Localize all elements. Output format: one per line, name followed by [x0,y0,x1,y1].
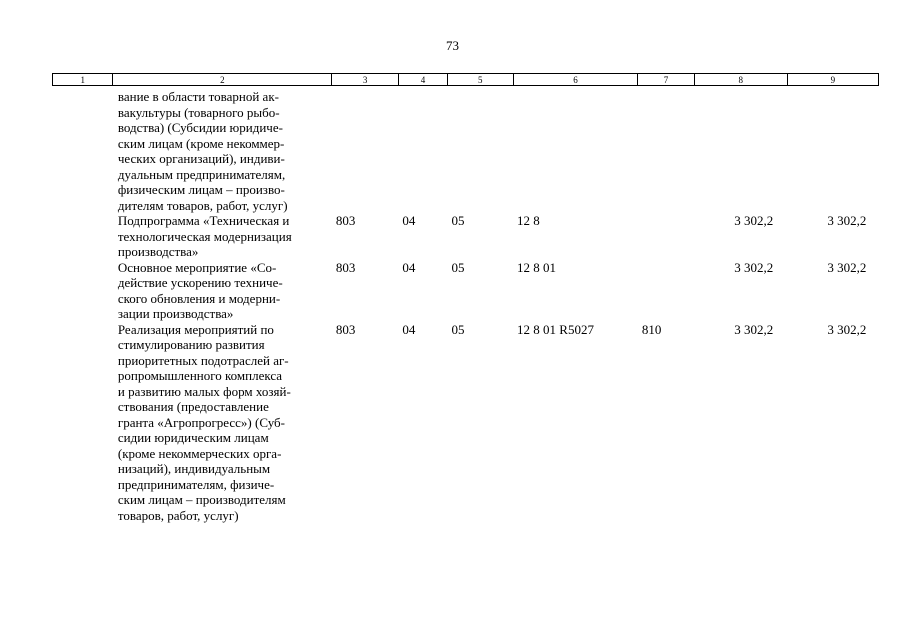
row-col1 [53,86,113,214]
row-grbs: 803 [335,321,356,337]
page-number: 73 [446,38,459,53]
row-vr [638,86,694,214]
row-vr [638,260,694,322]
row-vr: 810 [641,321,662,337]
row-sum1: 3 302,2 [734,321,774,337]
row-sum2: 3 302,2 [827,259,867,275]
column-number-9: 9 [787,74,878,86]
table-row [53,86,879,214]
row-sum2 [787,86,878,214]
table-row [53,322,879,524]
budget-table [52,73,879,523]
row-name: Реализация мероприятий по стимулированию развития приоритетных подотраслей аг- ропромышленного комплекса и развитию малых форм хозяй- ствования (предоставление гранта «Агропрогресс») (Суб- сидии юридическим лицам (кроме некоммерческих орга- низаций), индивидуальным предпринимателям, физиче- ским лицам – производителям товаров, работ, услуг) [117,321,291,523]
row-grbs: 803 [335,213,356,228]
row-rz: 04 [402,213,416,228]
row-name: Подпрограмма «Техническая и технологическая модернизация производства» [117,213,292,259]
table-row [53,260,879,322]
row-sum1: 3 302,2 [734,213,774,228]
column-number-2: 2 [113,74,332,86]
row-grbs [332,86,399,214]
column-number-1: 1 [53,74,113,86]
table-body [53,86,879,524]
row-rz: 04 [402,321,416,337]
row-rz: 04 [402,259,416,275]
row-pr: 05 [451,321,465,337]
row-rz [398,86,447,214]
row-sum2: 3 302,2 [827,321,867,337]
column-number-5: 5 [448,74,514,86]
row-csr [513,86,638,214]
row-csr: 12 8 01 R5027 [517,321,594,337]
column-number-4: 4 [398,74,447,86]
row-grbs: 803 [335,259,356,275]
row-sum1: 3 302,2 [734,259,774,275]
row-csr: 12 8 [517,213,540,228]
row-pr: 05 [451,259,465,275]
column-number-8: 8 [694,74,787,86]
row-sum2: 3 302,2 [827,213,867,228]
row-vr [638,213,694,260]
column-number-7: 7 [638,74,694,86]
table-row [53,213,879,260]
row-name: Основное мероприятие «Со- действие ускорению техниче- ского обновления и модерни- зации производства» [117,259,283,321]
row-pr [448,86,514,214]
row-csr: 12 8 01 [517,259,557,275]
column-number-3: 3 [332,74,399,86]
row-col1 [53,260,113,322]
table-header [53,74,879,86]
row-pr: 05 [451,213,465,228]
row-col1 [53,213,113,260]
row-name: вание в области товарной ак- вакультуры (товарного рыбо- водства) (Субсидии юридиче- ским лицам (кроме некоммер- ческих организаций), индиви- дуальным предпринимателям, физическим лицам – произво- дителям товаров, работ, услуг) [117,89,288,213]
row-sum1 [694,86,787,214]
row-col1 [53,322,113,524]
column-number-6: 6 [513,74,638,86]
column-number-row [53,74,879,86]
